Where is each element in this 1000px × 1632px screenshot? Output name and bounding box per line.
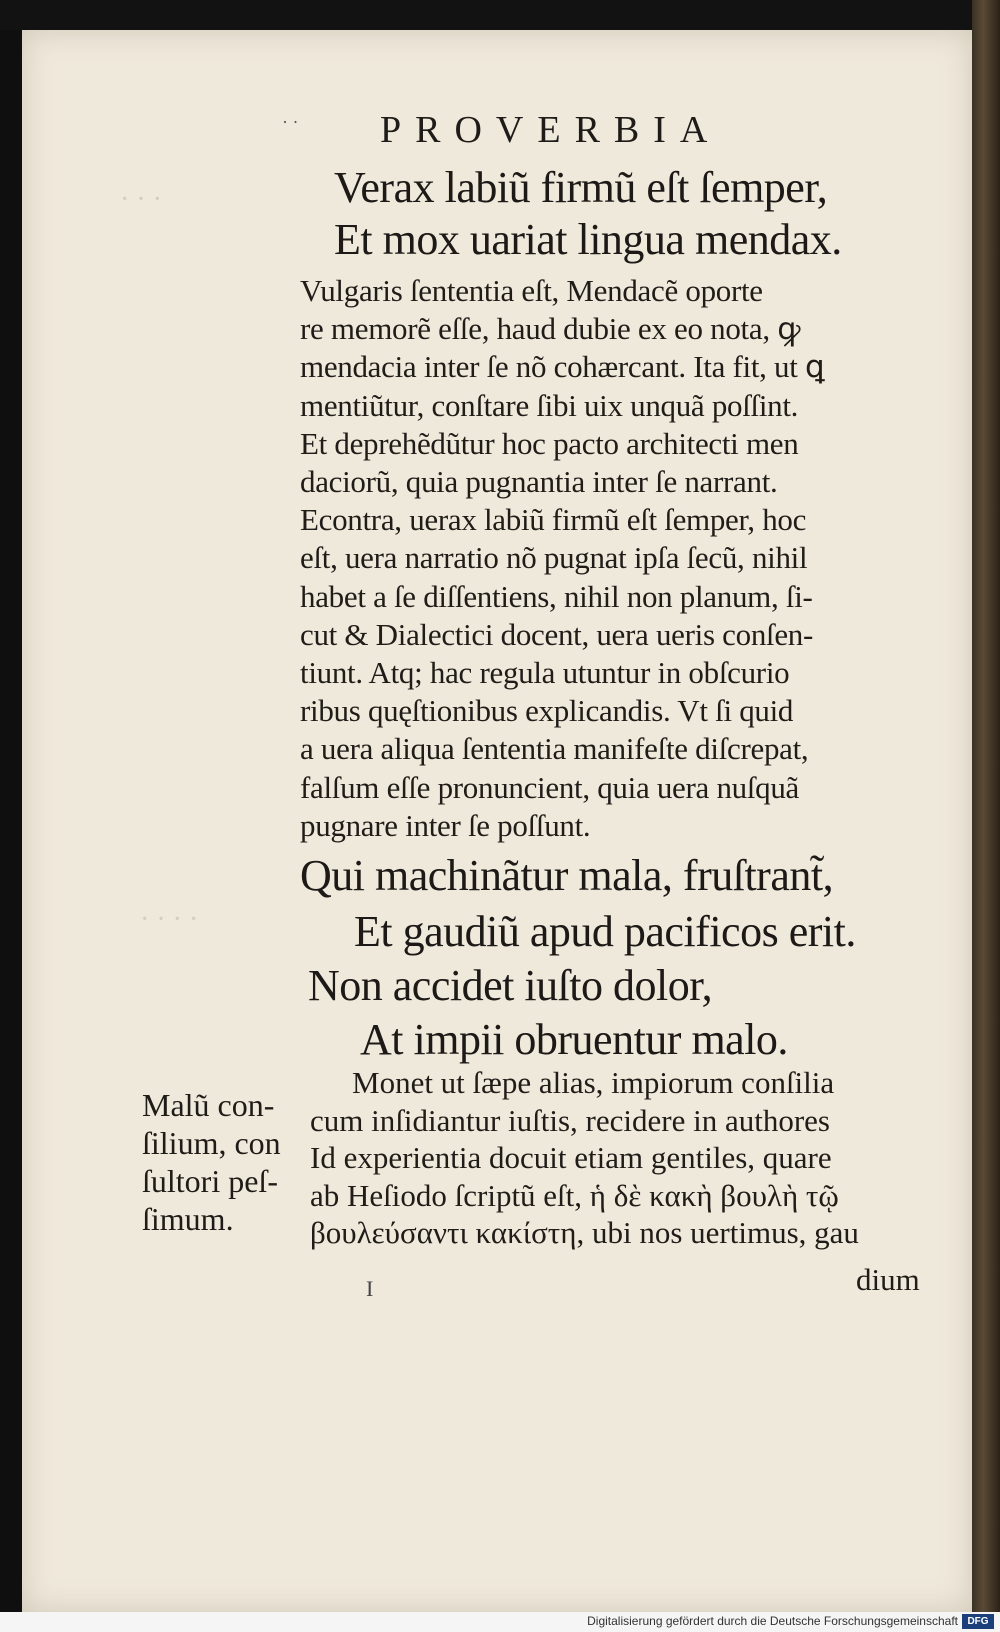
- marginal-note: [142, 1086, 281, 1238]
- verse-line-6: At impii obruentur malo.: [360, 1015, 788, 1064]
- commentary-block-1: [300, 272, 940, 845]
- commentary-block-2: [300, 1064, 940, 1252]
- marginal-line: ſultori peſ-: [142, 1163, 278, 1199]
- text-line: re memorẽ eſſe, haud dubie ex eo nota, ꝙ: [300, 311, 801, 347]
- text-line: cut & Dialectici docent, uera ueris conſen-: [300, 616, 814, 652]
- book-spine-edge: [972, 0, 1000, 1632]
- funding-credit: Digitalisierung gefördert durch die Deutsche Forschungsgemeinschaft: [587, 1614, 958, 1628]
- text-line: ribus quęſtionibus explicandis. Vt ſi quid: [300, 693, 794, 729]
- text-line: Et deprehẽdũtur hoc pacto architecti men: [300, 425, 799, 461]
- text-line: mendacia inter ſe nõ cohærcant. Ita fit, ut ꝗ: [300, 349, 825, 385]
- text-line: Econtra, uerax labiũ firmũ eſt ſemper, hoc: [300, 502, 807, 538]
- dfg-logo: DFG: [962, 1614, 994, 1629]
- verse-line-1: Verax labiũ firmũ eſt ſemper,: [334, 163, 828, 212]
- text-line: pugnare inter ſe poſſunt.: [300, 807, 591, 843]
- verse-line-5: Non accidet iuſto dolor,: [308, 961, 713, 1010]
- text-line: ab Heſiodo ſcriptũ eſt, ἡ δὲ κακὴ βουλὴ τῷ: [310, 1177, 839, 1213]
- text-line: a uera aliqua ſententia manifeſte diſcrepat,: [300, 731, 809, 767]
- signature-mark: I: [366, 1276, 374, 1301]
- text-line: mentiũtur, conſtare ſibi uix unquã poſſint.: [300, 387, 799, 423]
- text-line: Monet ut ſæpe alias, impiorum conſilia: [352, 1065, 835, 1100]
- text-line: Vulgaris ſententia eſt, Mendacẽ oporte: [300, 273, 763, 308]
- text-line: daciorũ, quia pugnantia inter ſe narrant.: [300, 464, 778, 500]
- running-head: PROVERBIA: [380, 109, 722, 151]
- marginal-line: ſilium, con: [142, 1125, 281, 1161]
- verse-line-2: Et mox uariat lingua mendax.: [334, 215, 842, 264]
- verse-line-3: Qui machinãtur mala, fruſtrant̃,: [300, 851, 834, 900]
- text-line: βουλεύσαντι κακίστη, ubi nos uertimus, gau: [310, 1215, 859, 1250]
- marginal-line: ſimum.: [142, 1201, 234, 1237]
- text-line: tiunt. Atq; hac regula utuntur in obſcurio: [300, 655, 790, 691]
- text-line: falſum eſſe pronuncient, quia uera nuſquã: [300, 769, 800, 805]
- verse-line-4: Et gaudiũ apud pacificos erit.: [354, 907, 856, 956]
- marginal-line: Malũ con-: [142, 1087, 275, 1123]
- scan-top-edge: [0, 0, 1000, 30]
- text-line: cum inſidiantur iuſtis, recidere in authores: [310, 1102, 830, 1138]
- show-through-marks: · · ·: [120, 184, 162, 215]
- show-through-marks-2: · · · ·: [140, 904, 199, 935]
- text-line: habet a ſe diſſentiens, nihil non planum, ſi-: [300, 578, 813, 614]
- catchword: dium: [856, 1262, 920, 1297]
- text-line: eſt, uera narratio nõ pugnat ipſa ſecũ, nihil: [300, 540, 808, 576]
- ornament-dots: · ·: [282, 112, 299, 132]
- text-line: Id experientia docuit etiam gentiles, quare: [310, 1140, 832, 1175]
